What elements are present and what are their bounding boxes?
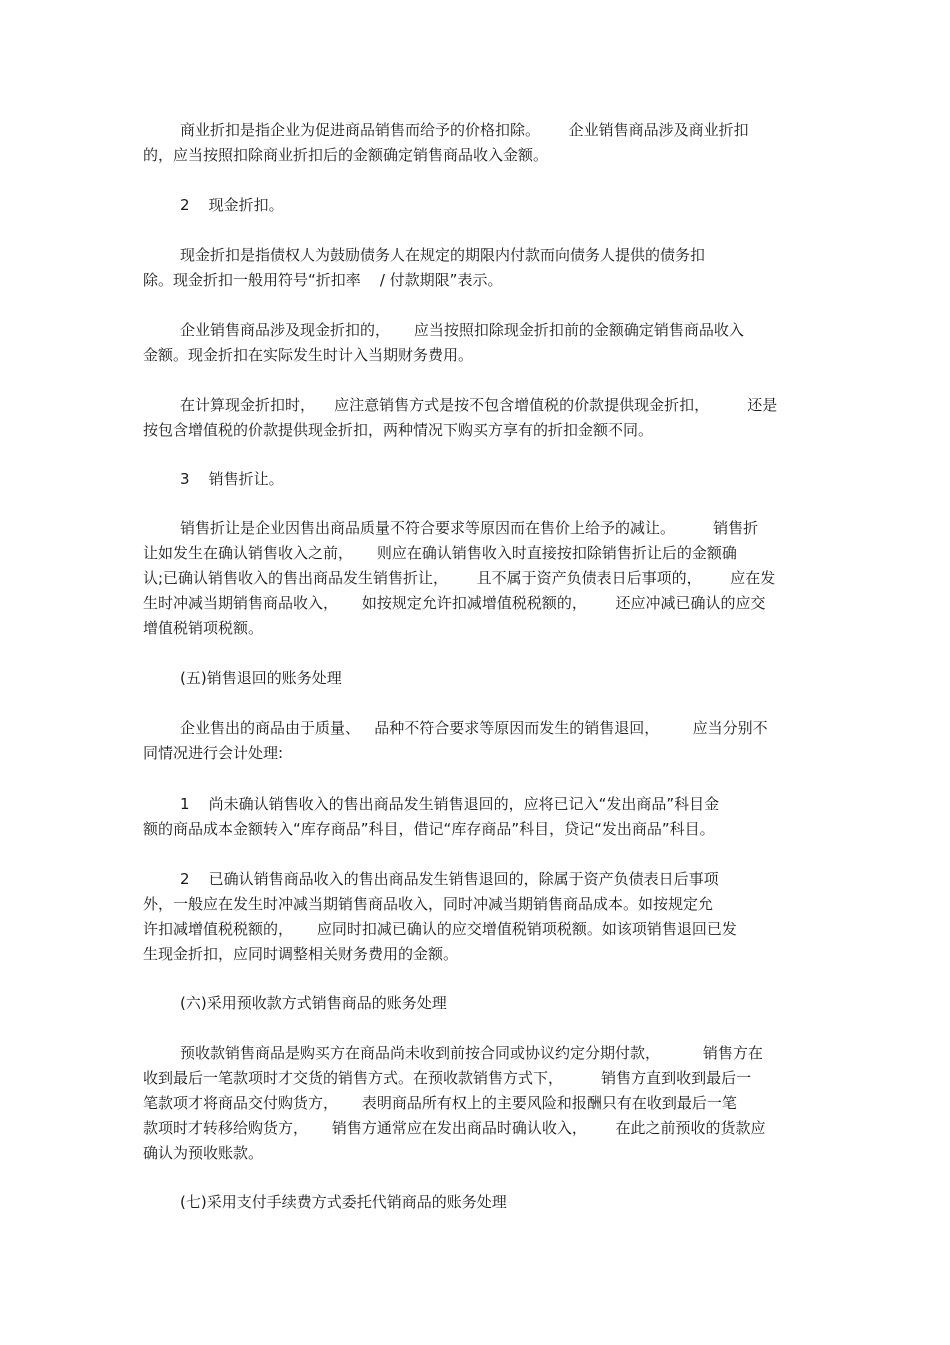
paragraph-commercial-discount bbox=[143, 118, 808, 168]
text-line: 增值税销项税额。 bbox=[143, 619, 264, 637]
text-line: 收到最后一笔款项时才交货的销售方式。在预收款销售方式下， 销售方直到收到最后一 bbox=[143, 1069, 752, 1087]
text-line: 笔款项才将商品交付购货方， 表明商品所有权上的主要风险和报酬只有在收到最后一笔 bbox=[143, 1094, 737, 1112]
text-line: 3 销售折让。 bbox=[180, 470, 284, 488]
text-line: 额的商品成本金额转入“库存商品”科目，借记“库存商品”科目，贷记“发出商品”科目。 bbox=[143, 820, 715, 838]
text-line: 许扣减增值税税额的， 应同时扣减已确认的应交增值税销项税额。如该项销售退回已发 bbox=[143, 920, 737, 938]
paragraph-sales-return-intro bbox=[143, 716, 808, 766]
text-line: 按包含增值税的价款提供现金折扣，两种情况下购买方享有的折扣金额不同。 bbox=[143, 421, 654, 439]
text-line: 1 尚未确认销售收入的售出商品发生销售退回的，应将已记入“发出商品”科目金 bbox=[180, 795, 720, 813]
heading-cash-discount bbox=[143, 193, 808, 218]
heading-sales-return bbox=[143, 666, 808, 691]
text-line: 商业折扣是指企业为促进商品销售而给予的价格扣除。 企业销售商品涉及商业折扣 bbox=[180, 121, 749, 139]
text-line: 现金折扣是指债权人为鼓励债务人在规定的期限内付款而向债务人提供的债务扣 bbox=[180, 246, 706, 264]
heading-sales-allowance bbox=[143, 467, 808, 492]
text-line: 款项时才转移给购货方， 销售方通常应在发出商品时确认收入， 在此之前预收的货款应 bbox=[143, 1119, 766, 1137]
text-line: 销售折让是企业因售出商品质量不符合要求等原因而在售价上给予的减让。 销售折 bbox=[180, 519, 759, 537]
text-line: 在计算现金折扣时， 应注意销售方式是按不包含增值税的价款提供现金折扣， 还是 bbox=[180, 396, 778, 414]
paragraph-cash-discount-accounting bbox=[143, 318, 808, 368]
paragraph-advance-receipt bbox=[143, 1041, 808, 1166]
text-line: 同情况进行会计处理: bbox=[143, 744, 284, 762]
paragraph-sales-allowance bbox=[143, 516, 808, 641]
text-line: 生时冲减当期销售商品收入， 如按规定允许扣减增值税税额的， 还应冲减已确认的应交 bbox=[143, 594, 766, 612]
text-line: 确认为预收账款。 bbox=[143, 1144, 264, 1162]
text-line: (六)采用预收款方式销售商品的账务处理 bbox=[180, 994, 447, 1012]
text-line: 金额。现金折扣在实际发生时计入当期财务费用。 bbox=[143, 346, 474, 364]
text-line: 的，应当按照扣除商业折扣后的金额确定销售商品收入金额。 bbox=[143, 146, 549, 164]
paragraph-sales-return-recognized bbox=[143, 867, 808, 967]
text-line: 2 现金折扣。 bbox=[180, 196, 284, 214]
text-line: 认;已确认销售收入的售出商品发生销售折让， 且不属于资产负债表日后事项的， 应在发 bbox=[143, 569, 776, 587]
text-line: 外，一般应在发生时冲减当期销售商品收入，同时冲减当期销售商品成本。如按规定允 bbox=[143, 895, 714, 913]
heading-consignment-fee bbox=[143, 1190, 808, 1215]
text-line: 让如发生在确认销售收入之前， 则应在确认销售收入时直接按扣除销售折让后的金额确 bbox=[143, 544, 737, 562]
text-line: (五)销售退回的账务处理 bbox=[180, 669, 342, 687]
text-line: 企业销售商品涉及现金折扣的， 应当按照扣除现金折扣前的金额确定销售商品收入 bbox=[180, 321, 744, 339]
paragraph-sales-return-unrecognized bbox=[143, 792, 808, 842]
text-line: (七)采用支付手续费方式委托代销商品的账务处理 bbox=[180, 1193, 507, 1211]
text-line: 2 已确认销售商品收入的售出商品发生销售退回的，除属于资产负债表日后事项 bbox=[180, 870, 719, 888]
paragraph-cash-discount-definition bbox=[143, 243, 808, 293]
text-line: 生现金折扣，应同时调整相关财务费用的金额。 bbox=[143, 945, 459, 963]
heading-advance-receipt bbox=[143, 991, 808, 1016]
paragraph-cash-discount-vat bbox=[143, 393, 808, 443]
text-line: 预收款销售商品是购买方在商品尚未收到前按合同或协议约定分期付款， 销售方在 bbox=[180, 1044, 763, 1062]
text-line: 企业售出的商品由于质量、 品种不符合要求等原因而发生的销售退回， 应当分别不 bbox=[180, 719, 768, 737]
text-line: 除。现金折扣一般用符号“折扣率 / 付款期限”表示。 bbox=[143, 271, 503, 289]
